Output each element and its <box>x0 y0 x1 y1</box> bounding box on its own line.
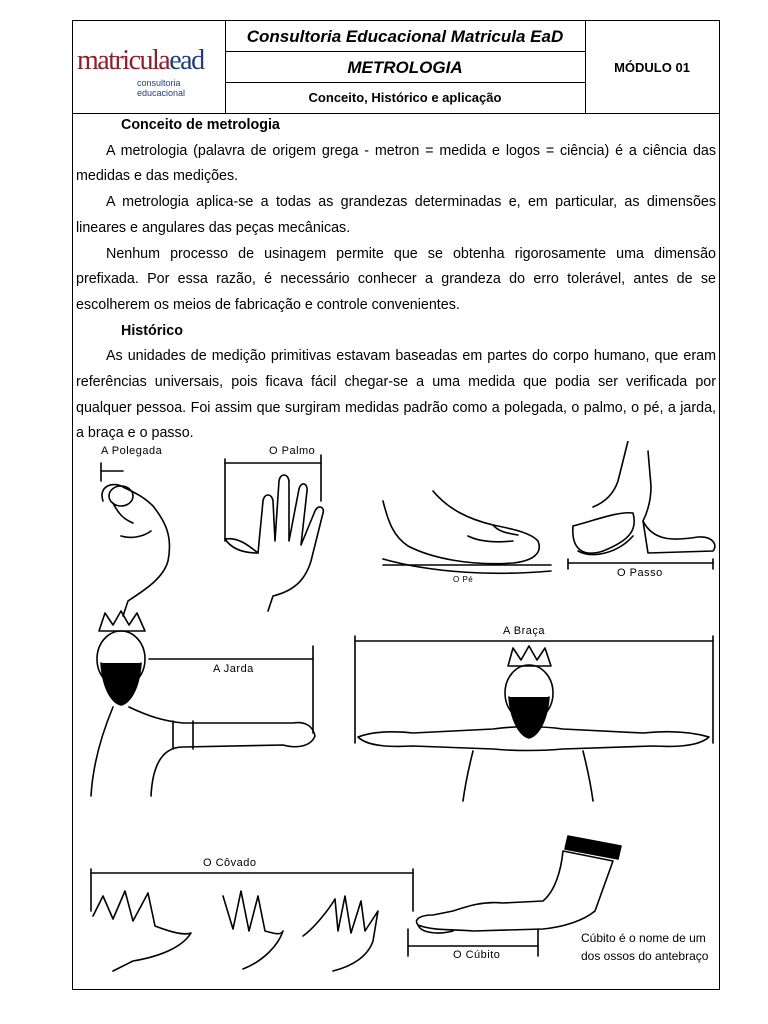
logo-text-primary: matricula <box>77 45 170 76</box>
caption-covado: O Côvado <box>203 857 257 869</box>
illustrations <box>73 441 719 989</box>
logo-subtitle: consultoria educacional <box>137 78 186 98</box>
section-heading-history: Histórico <box>121 322 183 339</box>
caption-pe: O Pé <box>453 575 474 584</box>
paragraph-3: Nenhum processo de usinagem permite que se obtenha rigorosamente uma dimensão prefixada. Por essa razão, é necessário conhecer a grandeza do erro tolerável, antes de se escolherem os meios de fabricação e controle convenientes. <box>76 245 716 313</box>
cubito-note-line-1: Cúbito é o nome de um <box>581 931 706 945</box>
body-text <box>73 113 719 447</box>
thumb-illustration <box>101 463 170 616</box>
yard-illustration <box>91 611 315 796</box>
palm-illustration <box>225 455 323 611</box>
fathom-illustration <box>355 636 713 801</box>
step-illustration <box>568 441 715 569</box>
module-label: MÓDULO 01 <box>614 59 690 75</box>
paragraph-1: A metrologia (palavra de origem grega - metron = medida e logos = ciência) é a ciência das medidas e das medições. <box>76 142 716 185</box>
caption-passo: O Passo <box>617 567 663 579</box>
caption-polegada: A Polegada <box>101 445 163 457</box>
paragraph-4: As unidades de medição primitivas estavam baseadas em partes do corpo humano, que eram referências universais, pois ficava fácil chegar-se a uma medida que podia ser verificada por qualquer pessoa. Foi assim que surgiram medidas padrão como a polegada, o palmo, o pé, a jarda, a braça e o passo. <box>76 348 716 442</box>
document-header <box>73 21 719 114</box>
page-frame <box>72 20 720 990</box>
cubit-hands-illustration <box>91 869 413 971</box>
logo-cell <box>73 21 226 113</box>
paragraph-2: A metrologia aplica-se a todas as grandezas determinadas e, em particular, as dimensões lineares e angulares das peças mecânicas. <box>76 194 716 236</box>
logo <box>77 45 204 77</box>
course-name: METROLOGIA <box>225 52 585 83</box>
title-cell <box>225 21 586 113</box>
caption-cubito: O Cúbito <box>453 949 501 961</box>
measure-illustrations <box>73 441 719 989</box>
section-heading-concept: Conceito de metrologia <box>121 117 280 133</box>
caption-braca: A Braça <box>503 625 546 637</box>
foot-illustration <box>383 491 551 573</box>
cubito-note-line-2: dos ossos do antebraço <box>581 949 709 963</box>
topic-title: Conceito, Histórico e aplicação <box>308 90 502 105</box>
logo-text-secondary: ead <box>169 45 204 76</box>
caption-palmo: O Palmo <box>269 445 316 457</box>
caption-jarda: A Jarda <box>213 663 254 675</box>
org-name: Consultoria Educacional Matricula EaD <box>225 21 585 52</box>
